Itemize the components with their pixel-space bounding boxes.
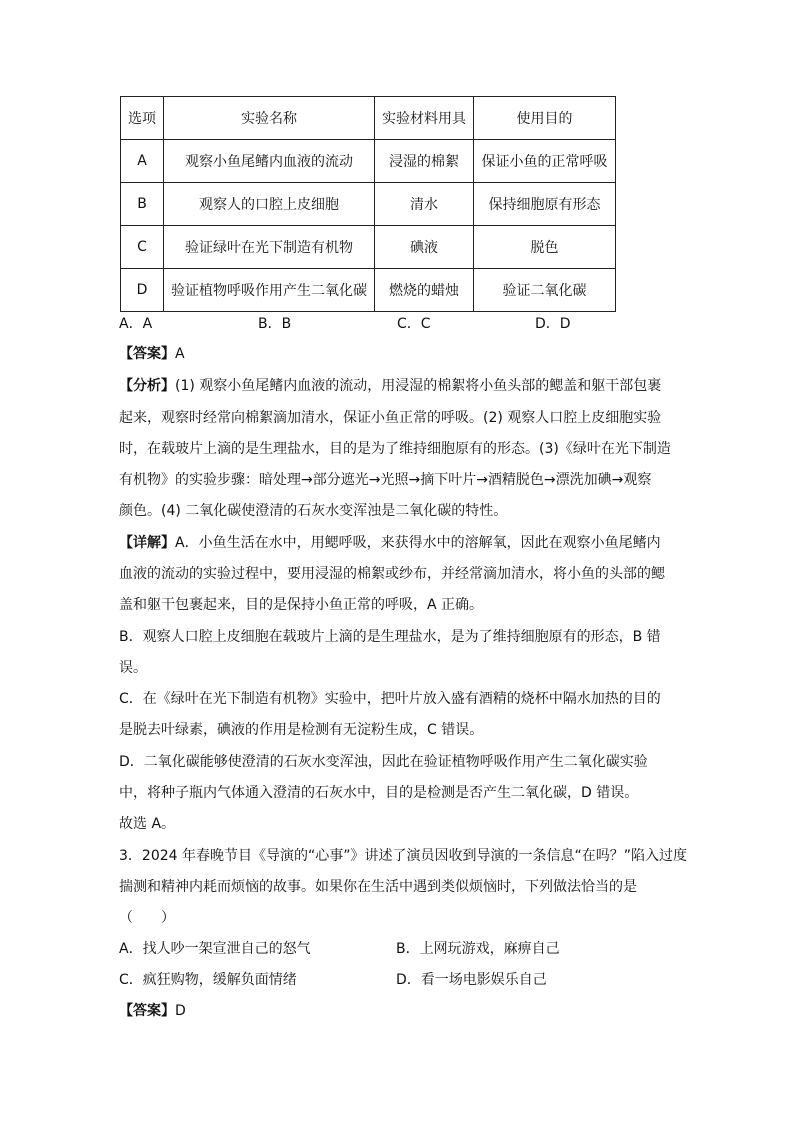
table-cell: 观察小鱼尾鳍内血液的流动 (164, 140, 375, 183)
table-cell: C (121, 226, 164, 269)
table-cell: 保证小鱼的正常呼吸 (474, 140, 616, 183)
detail-line: 盖和躯干包裹起来，目的是保持小鱼正常的呼吸，A 正确。 (119, 597, 484, 613)
table-cell: 验证植物呼吸作用产生二氧化碳 (164, 269, 375, 312)
question-3-line: 揣测和精神内耗而烦恼的故事。如果你在生活中遇到类似烦恼时，下列做法恰当的是 (119, 879, 637, 895)
q3-option-b: B．上网玩游戏，麻痹自己 (396, 941, 560, 957)
detail-line (119, 533, 661, 553)
table-cell: 浸湿的棉絮 (375, 140, 474, 183)
analysis-line: 起来，观察时经常向棉絮滴加清水，保证小鱼正常的呼吸。(2) 观察人口腔上皮细胞实验 (119, 410, 662, 426)
table-row (121, 140, 616, 183)
table-cell: 保持细胞原有形态 (474, 183, 616, 226)
table-row (121, 269, 616, 312)
question-3-line: 3．2024 年春晚节目《导演的“心事”》讲述了演员因收到导演的一条信息“在吗？”陷入过度 (119, 848, 687, 864)
q2-option-c: C．C (397, 316, 431, 332)
answer-line (119, 344, 185, 364)
answer-value: D (175, 1003, 186, 1019)
table-cell: 清水 (375, 183, 474, 226)
table-cell: B (121, 183, 164, 226)
table-cell: 脱色 (474, 226, 616, 269)
table-header-row (121, 97, 616, 140)
header-cell: 选项 (121, 97, 164, 140)
detail-text: A．小鱼生活在水中，用鳃呼吸，来获得水中的溶解氧，因此在观察小鱼尾鳍内 (175, 535, 661, 551)
table-cell: 碘液 (375, 226, 474, 269)
detail-line: D．二氧化碳能够使澄清的石灰水变浑浊，因此在验证植物呼吸作用产生二氧化碳实验 (119, 754, 648, 770)
header-cell: 实验名称 (164, 97, 375, 140)
detail-line: 中，将种子瓶内气体通入澄清的石灰水中，目的是检测是否产生二氧化碳，D 错误。 (119, 785, 639, 801)
q2-option-b: B．B (258, 316, 292, 332)
experiment-table (120, 96, 616, 312)
detail-line: 误。 (119, 660, 147, 676)
question-3-blank: （ ） (119, 910, 175, 926)
table-row (121, 183, 616, 226)
analysis-line: 有机物》的实验步骤：暗处理→部分遮光→光照→摘下叶片→酒精脱色→漂洗加碘→观察 (119, 472, 652, 488)
analysis-line: 颜色。(4) 二氧化碳使澄清的石灰水变浑浊是二氧化碳的特性。 (119, 503, 508, 519)
table-cell: 观察人的口腔上皮细胞 (164, 183, 375, 226)
table-cell: D (121, 269, 164, 312)
q2-option-d: D．D (535, 316, 571, 332)
q3-option-d: D．看一场电影娱乐自己 (396, 972, 547, 988)
answer-line (119, 1001, 186, 1021)
table-cell: 燃烧的蜡烛 (375, 269, 474, 312)
table-cell: A (121, 140, 164, 183)
table-cell: 验证二氧化碳 (474, 269, 616, 312)
detail-line: 故选 A。 (119, 816, 176, 832)
q3-option-c: C．疯狂购物，缓解负面情绪 (119, 972, 297, 988)
detail-line: B．观察人口腔上皮细胞在载玻片上滴的是生理盐水，是为了维持细胞原有的形态，B 错 (119, 629, 661, 645)
q3-option-a: A．找人吵一架宣泄自己的怒气 (119, 941, 311, 957)
detail-line: C．在《绿叶在光下制造有机物》实验中，把叶片放入盛有酒精的烧杯中隔水加热的目的 (119, 691, 661, 707)
answer-label: 【答案】 (119, 346, 175, 362)
detail-line: 是脱去叶绿素，碘液的作用是检测有无淀粉生成，C 错误。 (119, 722, 484, 738)
table-cell: 验证绿叶在光下制造有机物 (164, 226, 375, 269)
analysis-line (119, 376, 661, 396)
answer-label: 【答案】 (119, 1003, 175, 1019)
analysis-line: 时，在载玻片上滴的是生理盐水，目的是为了维持细胞原有的形态。(3)《绿叶在光下制造 (119, 441, 671, 457)
analysis-label: 【分析】 (119, 378, 175, 394)
analysis-text: (1) 观察小鱼尾鳍内血液的流动，用浸湿的棉絮将小鱼头部的鳃盖和躯干部包裹 (175, 378, 662, 394)
detail-line: 血液的流动的实验过程中，要用浸湿的棉絮或纱布，并经常滴加清水，将小鱼的头部的鳃 (119, 566, 665, 582)
q2-option-a: A．A (119, 316, 153, 332)
answer-value: A (175, 346, 185, 362)
header-cell: 实验材料用具 (375, 97, 474, 140)
detail-label: 【详解】 (119, 535, 175, 551)
table-row (121, 226, 616, 269)
header-cell: 使用目的 (474, 97, 616, 140)
